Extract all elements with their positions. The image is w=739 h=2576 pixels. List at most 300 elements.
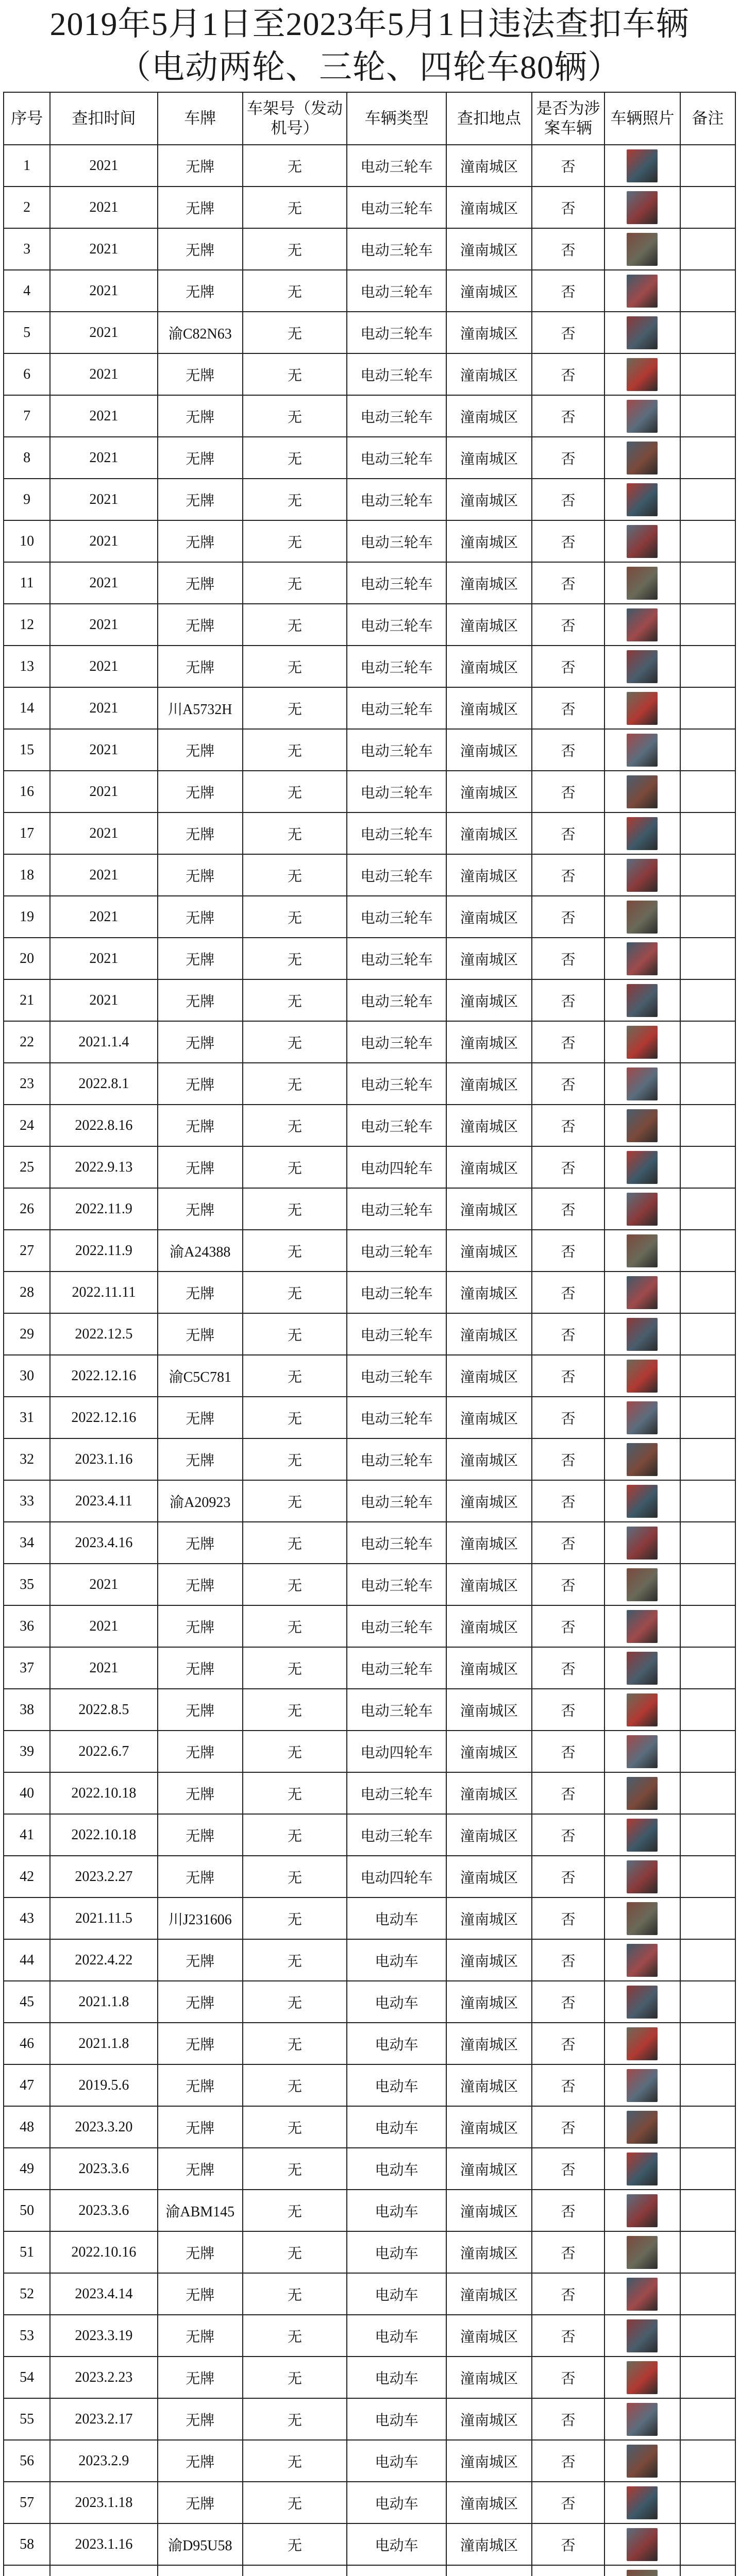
cell-vin: 无 [243, 1272, 347, 1313]
cell-place: 潼南城区 [446, 2064, 531, 2106]
cell-note [680, 1814, 735, 1856]
cell-time: 2023.2.27 [50, 1856, 157, 1897]
cell-place: 潼南城区 [446, 353, 531, 395]
table-row [4, 1355, 735, 1397]
cell-place: 潼南城区 [446, 2315, 531, 2357]
cell-plate: 无牌 [158, 771, 243, 812]
cell-no: 50 [4, 2190, 50, 2231]
cell-note [680, 2440, 735, 2482]
cell-place: 潼南城区 [446, 395, 531, 437]
table-row [4, 979, 735, 1021]
table-row [4, 854, 735, 896]
cell-vin: 无 [243, 1146, 347, 1188]
cell-no: 29 [4, 1313, 50, 1355]
cell-no: 5 [4, 312, 50, 353]
cell-time: 2022.10.16 [50, 2231, 157, 2273]
cell-photo [604, 479, 680, 520]
cell-case: 否 [532, 1605, 605, 1647]
cell-photo [604, 2315, 680, 2357]
cell-type: 电动三轮车 [347, 646, 446, 687]
cell-plate: 无牌 [158, 2273, 243, 2315]
table-row [4, 604, 735, 646]
cell-type: 电动车 [347, 2523, 446, 2565]
cell-plate: 无牌 [158, 562, 243, 604]
cell-no: 2 [4, 187, 50, 228]
cell-time: 2022.8.16 [50, 1105, 157, 1146]
cell-photo [604, 1438, 680, 1480]
vehicle-table [3, 92, 736, 2576]
cell-plate: 无牌 [158, 270, 243, 312]
cell-plate: 无牌 [158, 938, 243, 979]
cell-vin: 无 [243, 395, 347, 437]
cell-note [680, 2565, 735, 2576]
vehicle-photo [627, 1777, 658, 1810]
cell-vin: 无 [243, 2231, 347, 2273]
cell-plate: 无牌 [158, 2398, 243, 2440]
header-vin: 车架号（发动机号） [243, 92, 347, 145]
cell-note [680, 2023, 735, 2064]
vehicle-photo [627, 1234, 658, 1267]
vehicle-photo [627, 2528, 658, 2561]
cell-time: 2023.2.9 [50, 2440, 157, 2482]
cell-photo [604, 1230, 680, 1272]
vehicle-photo [627, 1485, 658, 1518]
cell-type: 电动三轮车 [347, 145, 446, 187]
vehicle-photo [627, 1527, 658, 1560]
cell-place: 潼南城区 [446, 1981, 531, 2023]
cell-photo [604, 1063, 680, 1105]
cell-place: 潼南城区 [446, 2273, 531, 2315]
cell-vin: 无 [243, 604, 347, 646]
cell-photo [604, 2398, 680, 2440]
cell-time: 2022.11.9 [50, 1188, 157, 1230]
cell-case: 否 [532, 1146, 605, 1188]
header-note: 备注 [680, 92, 735, 145]
vehicle-photo [627, 358, 658, 391]
cell-plate: 无牌 [158, 2064, 243, 2106]
cell-place: 潼南城区 [446, 1480, 531, 1522]
cell-no: 47 [4, 2064, 50, 2106]
cell-plate: 无牌 [158, 1689, 243, 1731]
cell-no: 54 [4, 2357, 50, 2398]
table-row [4, 1564, 735, 1605]
cell-type: 电动三轮车 [347, 228, 446, 270]
cell-type: 电动三轮车 [347, 395, 446, 437]
cell-place: 潼南城区 [446, 2523, 531, 2565]
table-row [4, 228, 735, 270]
cell-place: 潼南城区 [446, 771, 531, 812]
cell-vin: 无 [243, 812, 347, 854]
vehicle-photo [627, 2319, 658, 2352]
cell-case: 否 [532, 562, 605, 604]
cell-note [680, 1021, 735, 1063]
cell-photo [604, 312, 680, 353]
cell-place: 潼南城区 [446, 1146, 531, 1188]
vehicle-photo [627, 567, 658, 600]
cell-note [680, 2106, 735, 2148]
cell-note [680, 479, 735, 520]
cell-photo [604, 2273, 680, 2315]
cell-vin: 无 [243, 353, 347, 395]
cell-photo [604, 145, 680, 187]
cell-case: 否 [532, 854, 605, 896]
table-row [4, 1021, 735, 1063]
cell-type: 电动三轮车 [347, 1689, 446, 1731]
cell-photo [604, 1397, 680, 1438]
cell-place: 潼南城区 [446, 270, 531, 312]
cell-type: 电动三轮车 [347, 437, 446, 479]
table-row [4, 2357, 735, 2398]
cell-plate: 无牌 [158, 353, 243, 395]
cell-plate: 渝ABM145 [158, 2190, 243, 2231]
cell-photo [604, 2523, 680, 2565]
cell-photo [604, 1480, 680, 1522]
cell-no: 37 [4, 1647, 50, 1689]
cell-place: 潼南城区 [446, 1856, 531, 1897]
cell-note [680, 2273, 735, 2315]
cell-photo [604, 2106, 680, 2148]
cell-no: 3 [4, 228, 50, 270]
table-row [4, 2273, 735, 2315]
cell-type: 电动三轮车 [347, 270, 446, 312]
cell-type: 电动三轮车 [347, 1021, 446, 1063]
vehicle-photo [627, 1401, 658, 1434]
cell-time: 2023.3.19 [50, 2315, 157, 2357]
cell-vin: 无 [243, 1021, 347, 1063]
cell-type: 电动车 [347, 2190, 446, 2231]
cell-no: 17 [4, 812, 50, 854]
cell-case: 否 [532, 812, 605, 854]
cell-vin: 无 [243, 1731, 347, 1772]
cell-vin: 无 [243, 437, 347, 479]
cell-vin: 无 [243, 1564, 347, 1605]
cell-photo [604, 604, 680, 646]
cell-photo [604, 1605, 680, 1647]
vehicle-photo [627, 1819, 658, 1852]
cell-no [4, 2565, 50, 2576]
vehicle-photo [627, 1652, 658, 1685]
cell-type: 电动三轮车 [347, 353, 446, 395]
table-row [4, 1605, 735, 1647]
cell-photo [604, 854, 680, 896]
cell-time: 2021 [50, 437, 157, 479]
cell-plate: 无牌 [158, 520, 243, 562]
cell-no: 39 [4, 1731, 50, 1772]
vehicle-photo [627, 2361, 658, 2394]
cell-vin: 无 [243, 187, 347, 228]
cell-no: 19 [4, 896, 50, 938]
table-row [4, 2523, 735, 2565]
cell-place: 潼南城区 [446, 646, 531, 687]
cell-vin: 无 [243, 1188, 347, 1230]
cell-photo [604, 1897, 680, 1939]
cell-type: 电动三轮车 [347, 1564, 446, 1605]
cell-vin: 无 [243, 896, 347, 938]
vehicle-photo [627, 2486, 658, 2519]
table-row [4, 1230, 735, 1272]
cell-photo [604, 2231, 680, 2273]
cell-note [680, 1355, 735, 1397]
cell-no: 6 [4, 353, 50, 395]
cell-plate: 无牌 [158, 437, 243, 479]
cell-case: 否 [532, 1522, 605, 1564]
cell-plate: 无牌 [158, 2231, 243, 2273]
cell-no: 15 [4, 729, 50, 771]
cell-no: 55 [4, 2398, 50, 2440]
cell-type: 电动三轮车 [347, 1105, 446, 1146]
table-row [4, 646, 735, 687]
cell-no: 31 [4, 1397, 50, 1438]
cell-type: 电动三轮车 [347, 687, 446, 729]
cell-photo [604, 1647, 680, 1689]
table-row [4, 353, 735, 395]
cell-place: 潼南城区 [446, 312, 531, 353]
cell-no: 42 [4, 1856, 50, 1897]
cell-time: 2021 [50, 479, 157, 520]
cell-place: 潼南城区 [446, 1313, 531, 1355]
cell-case: 否 [532, 2148, 605, 2190]
cell-note [680, 812, 735, 854]
header-time: 查扣时间 [50, 92, 157, 145]
cell-vin: 无 [243, 1522, 347, 1564]
cell-place: 潼南城区 [446, 1939, 531, 1981]
cell-no: 56 [4, 2440, 50, 2482]
cell-time: 2021 [50, 1605, 157, 1647]
cell-plate: 无牌 [158, 1146, 243, 1188]
cell-time: 2021 [50, 979, 157, 1021]
cell-vin: 无 [243, 562, 347, 604]
cell-time: 2023.4.11 [50, 1480, 157, 1522]
cell-note [680, 1105, 735, 1146]
cell-plate: 川J231606 [158, 1897, 243, 1939]
cell-time: 2021 [50, 604, 157, 646]
cell-no: 22 [4, 1021, 50, 1063]
cell-case: 否 [532, 1313, 605, 1355]
cell-place: 潼南城区 [446, 1814, 531, 1856]
cell-case: 否 [532, 520, 605, 562]
cell-type: 电动车 [347, 2273, 446, 2315]
cell-type: 电动四轮车 [347, 1856, 446, 1897]
cell-no: 36 [4, 1605, 50, 1647]
cell-plate: 无牌 [158, 1564, 243, 1605]
cell-plate: 无牌 [158, 604, 243, 646]
cell-plate: 无牌 [158, 1438, 243, 1480]
cell-time: 2021 [50, 312, 157, 353]
table-header-row [4, 92, 735, 145]
cell-case: 否 [532, 1772, 605, 1814]
table-body [4, 145, 735, 2576]
cell-time: 2021 [50, 729, 157, 771]
cell-case: 否 [532, 771, 605, 812]
header-photo: 车辆照片 [604, 92, 680, 145]
cell-case: 否 [532, 1355, 605, 1397]
cell-place: 潼南城区 [446, 2398, 531, 2440]
cell-plate: 无牌 [158, 228, 243, 270]
cell-type: 电动三轮车 [347, 1814, 446, 1856]
vehicle-photo [627, 2278, 658, 2311]
cell-vin: 无 [243, 2148, 347, 2190]
cell-place: 潼南城区 [446, 1355, 531, 1397]
cell-place: 潼南城区 [446, 1230, 531, 1272]
table-row [4, 1397, 735, 1438]
cell-photo [604, 979, 680, 1021]
cell-time: 2021 [50, 562, 157, 604]
cell-photo [604, 2482, 680, 2523]
cell-vin: 无 [243, 854, 347, 896]
cell-case: 否 [532, 1021, 605, 1063]
cell-type: 电动四轮车 [347, 1146, 446, 1188]
vehicle-photo [627, 2069, 658, 2102]
cell-case: 否 [532, 2190, 605, 2231]
cell-time: 2023.4.14 [50, 2273, 157, 2315]
cell-type [347, 2565, 446, 2576]
cell-no: 48 [4, 2106, 50, 2148]
cell-time: 2021 [50, 228, 157, 270]
cell-type: 电动车 [347, 2398, 446, 2440]
table-row [4, 2148, 735, 2190]
cell-photo [604, 520, 680, 562]
cell-vin: 无 [243, 687, 347, 729]
cell-photo [604, 1522, 680, 1564]
cell-case: 否 [532, 1480, 605, 1522]
vehicle-photo [627, 1693, 658, 1726]
cell-note [680, 520, 735, 562]
table-row [4, 2440, 735, 2482]
cell-place: 潼南城区 [446, 687, 531, 729]
cell-time: 2023.2.23 [50, 2357, 157, 2398]
cell-type: 电动三轮车 [347, 520, 446, 562]
cell-case: 否 [532, 2440, 605, 2482]
cell-time: 2021 [50, 854, 157, 896]
table-row [4, 1856, 735, 1897]
cell-note [680, 2357, 735, 2398]
cell-place: 潼南城区 [446, 854, 531, 896]
cell-case: 否 [532, 2357, 605, 2398]
cell-time: 2022.8.5 [50, 1689, 157, 1731]
cell-time: 2022.9.13 [50, 1146, 157, 1188]
cell-plate: 渝C5C781 [158, 1355, 243, 1397]
cell-vin [243, 2565, 347, 2576]
table-row [4, 2106, 735, 2148]
cell-place: 潼南城区 [446, 1188, 531, 1230]
cell-note [680, 2190, 735, 2231]
vehicle-photo [627, 859, 658, 892]
cell-case [532, 2565, 605, 2576]
cell-plate: 无牌 [158, 646, 243, 687]
cell-note [680, 353, 735, 395]
cell-case: 否 [532, 1397, 605, 1438]
table-row [4, 1480, 735, 1522]
table-row [4, 270, 735, 312]
cell-photo [604, 1772, 680, 1814]
cell-time: 2022.11.11 [50, 1272, 157, 1313]
cell-type: 电动三轮车 [347, 1355, 446, 1397]
header-place: 查扣地点 [446, 92, 531, 145]
cell-time: 2021 [50, 771, 157, 812]
cell-case: 否 [532, 187, 605, 228]
cell-photo [604, 729, 680, 771]
cell-plate: 无牌 [158, 395, 243, 437]
table-row [4, 938, 735, 979]
cell-type: 电动三轮车 [347, 729, 446, 771]
table-row [4, 1772, 735, 1814]
cell-case: 否 [532, 1856, 605, 1897]
cell-place: 潼南城区 [446, 2148, 531, 2190]
cell-type: 电动三轮车 [347, 1230, 446, 1272]
cell-plate: 无牌 [158, 1605, 243, 1647]
cell-place: 潼南城区 [446, 604, 531, 646]
cell-photo [604, 395, 680, 437]
cell-note [680, 896, 735, 938]
vehicle-photo [627, 1944, 658, 1977]
cell-vin: 无 [243, 1647, 347, 1689]
cell-note [680, 2064, 735, 2106]
cell-plate: 无牌 [158, 896, 243, 938]
cell-no: 44 [4, 1939, 50, 1981]
cell-place: 潼南城区 [446, 1647, 531, 1689]
vehicle-photo [627, 2027, 658, 2060]
table-row [4, 2190, 735, 2231]
cell-place: 潼南城区 [446, 1105, 531, 1146]
cell-photo [604, 646, 680, 687]
cell-note [680, 646, 735, 687]
table-row [4, 2315, 735, 2357]
table-row [4, 2398, 735, 2440]
cell-note [680, 1188, 735, 1230]
vehicle-photo [627, 2194, 658, 2227]
cell-case: 否 [532, 2315, 605, 2357]
cell-no: 51 [4, 2231, 50, 2273]
vehicle-photo [627, 1026, 658, 1059]
cell-vin: 无 [243, 1772, 347, 1814]
cell-plate: 渝A24388 [158, 1230, 243, 1272]
cell-plate: 无牌 [158, 1856, 243, 1897]
cell-case: 否 [532, 145, 605, 187]
cell-time: 2021 [50, 395, 157, 437]
cell-note [680, 729, 735, 771]
cell-place: 潼南城区 [446, 2023, 531, 2064]
cell-case: 否 [532, 979, 605, 1021]
cell-photo [604, 1981, 680, 2023]
cell-place: 潼南城区 [446, 2357, 531, 2398]
cell-time: 2022.6.7 [50, 1731, 157, 1772]
cell-photo [604, 1021, 680, 1063]
vehicle-photo [627, 1902, 658, 1935]
cell-note [680, 1146, 735, 1188]
cell-no: 46 [4, 2023, 50, 2064]
vehicle-photo [627, 2403, 658, 2436]
vehicle-photo [627, 1318, 658, 1351]
cell-no: 57 [4, 2482, 50, 2523]
table-row [4, 562, 735, 604]
cell-type: 电动三轮车 [347, 896, 446, 938]
cell-photo [604, 2064, 680, 2106]
cell-plate: 无牌 [158, 1772, 243, 1814]
cell-type: 电动车 [347, 2023, 446, 2064]
cell-case: 否 [532, 687, 605, 729]
header-type: 车辆类型 [347, 92, 446, 145]
cell-plate: 无牌 [158, 1105, 243, 1146]
cell-time: 2022.10.18 [50, 1772, 157, 1814]
cell-type: 电动车 [347, 1981, 446, 2023]
cell-plate: 无牌 [158, 854, 243, 896]
cell-place: 潼南城区 [446, 228, 531, 270]
cell-case: 否 [532, 479, 605, 520]
cell-note [680, 2148, 735, 2190]
cell-no: 43 [4, 1897, 50, 1939]
cell-photo [604, 353, 680, 395]
cell-note [680, 1689, 735, 1731]
